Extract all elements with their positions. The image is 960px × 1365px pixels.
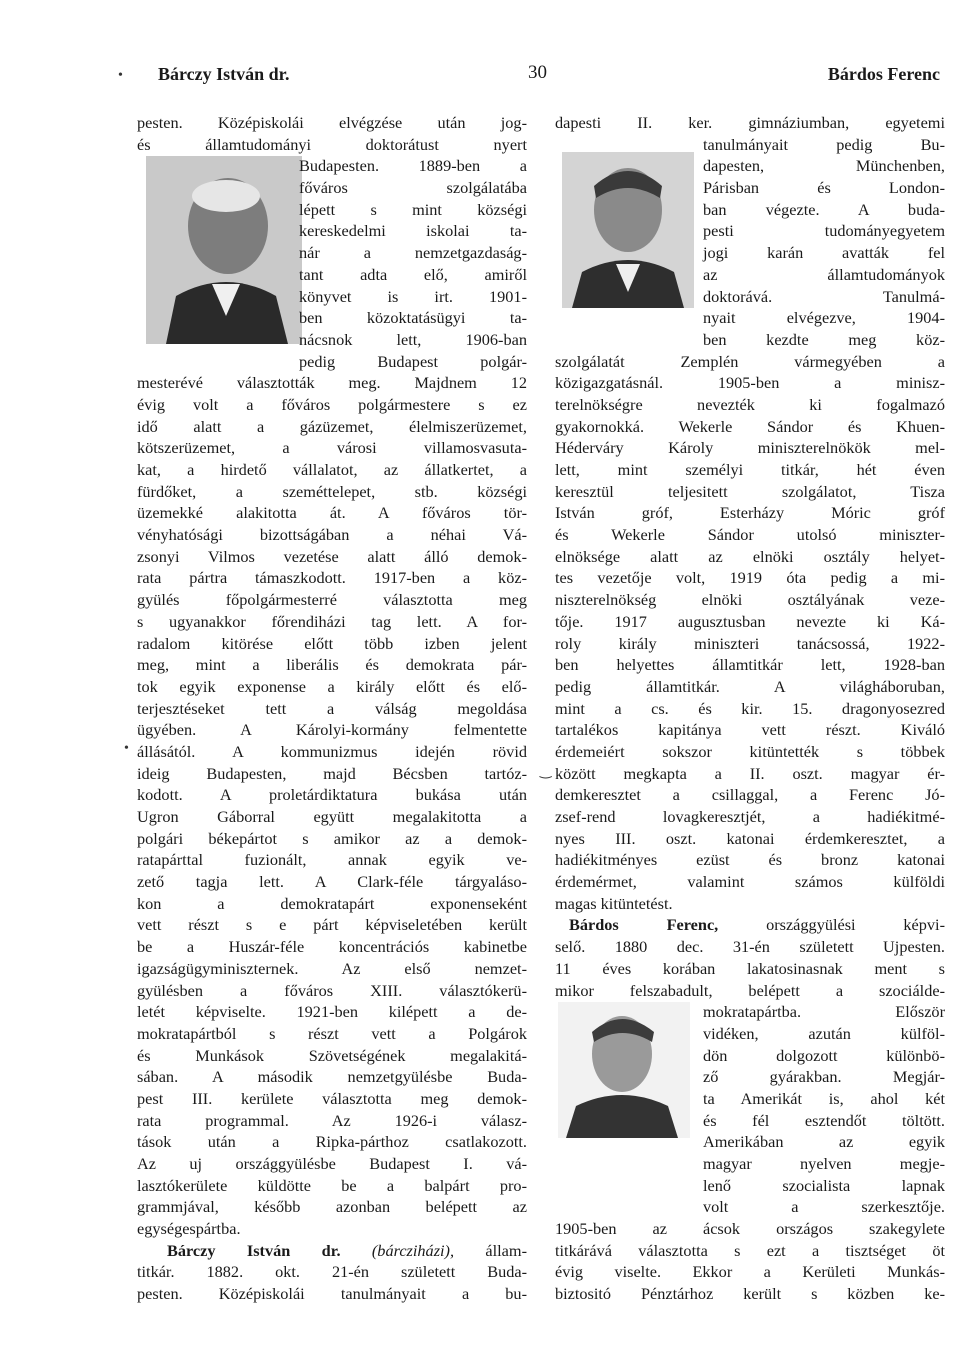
text-line: 11 éves korában lakatosinasnak ment s — [555, 958, 945, 978]
text-line: magas kitüntetést. — [555, 893, 673, 913]
text-line: be a Huszár-féle koncentrációs kabinetbe — [137, 937, 527, 957]
text-line: és államtudományi doktorátust nyert — [137, 134, 527, 154]
text-line: vényhatósági bizottságában a néhai Vá- — [137, 525, 527, 545]
text-line: dapesti II. ker. gimnáziumban, egyetemi — [555, 113, 945, 132]
entry-heading-bardos — [555, 914, 945, 936]
text-line: Budapesten. 1889-ben a — [299, 156, 527, 176]
text-line: pest III. kerülete választotta meg demok- — [137, 1088, 527, 1108]
text-line: ben helyettes államtitkár lett, 1928-ban — [555, 655, 945, 675]
entry-epithet: (bárcziházi), — [371, 1240, 455, 1260]
text-line: s ugyanakkor főrendiházi tag lett. A for- — [137, 611, 527, 631]
text-line: évig volt a főváros polgármestere s ez — [137, 394, 527, 414]
text-line: selő. 1880 dec. 31-én született Ujpesten. — [555, 937, 945, 957]
text-line: Héderváry Károly miniszterelnökök mel- — [555, 438, 945, 458]
text-line: gyülésben a főváros XIII. választókerü- — [137, 980, 527, 1000]
text-line: volt a szerkesztője. — [703, 1197, 945, 1217]
page-header — [0, 60, 960, 90]
text-column-left — [137, 112, 527, 1305]
text-line: igazságügyminiszternek. Az első nemzet- — [137, 958, 527, 978]
text-line: letét képviselte. 1921-ben kilépett a de- — [137, 1002, 527, 1022]
text-line: tője. 1917 augusztusban nevezte ki Ká- — [555, 611, 945, 631]
text-line: ügyében. A Károlyi-kormány felmentette — [137, 720, 527, 740]
text-line: magyar nyelven megje- — [703, 1154, 945, 1173]
margin-mark: • — [118, 68, 123, 83]
text-line: üzemekké alakitotta át. A főváros tör- — [137, 503, 527, 523]
text-line: szolgálatát Zemplén vármegyében a — [555, 351, 945, 371]
text-line: évig viselte. Ekkor a Kerületi Munkás- — [555, 1262, 945, 1282]
text-line: dapesten, Münchenben, — [703, 156, 945, 176]
text-line: titkárává választotta s ezt a tisztséget öt — [555, 1240, 945, 1260]
text-line: elnöksége alatt az elnöki osztály helyet- — [555, 546, 945, 566]
text-line: ző gyárakban. Megjár- — [703, 1067, 945, 1087]
text-line: egységespártba. — [137, 1219, 241, 1239]
text-line: főváros szolgálatába — [299, 178, 527, 198]
text-line: polgári békepártot s amikor az a demok- — [137, 828, 527, 848]
entry-text: országgyülési képvi- — [766, 915, 945, 935]
text-line: tartalékos kapitánya vett részt. Kiváló — [555, 720, 945, 740]
text-line: meg, mint a liberális és demokrata pár- — [137, 655, 527, 675]
text-line: hadiékitményes ezüst és bronz katonai — [555, 850, 945, 870]
margin-mark: ‿ — [540, 764, 552, 779]
text-line: Ugron Gáborral együtt megalakitotta a — [137, 807, 527, 826]
entry-name: Bárdos Ferenc, — [569, 915, 719, 935]
text-line: 1905-ben az ácsok országos szakegylete — [555, 1219, 945, 1239]
text-line: kereskedelmi iskolai ta- — [299, 221, 527, 241]
text-line: idő alatt a gázüzemet, élelmiszerüzemet, — [137, 416, 527, 436]
text-line: jogi karán avatták fel — [703, 243, 945, 263]
text-line: István gróf, Esterházy Móric gróf — [555, 503, 945, 523]
text-line: demkeresztet a csillaggal, a Ferenc Jó- — [555, 785, 945, 805]
text-line: mint a cs. és kir. 15. dragonyosezred — [555, 698, 945, 718]
text-line: fürdőket, a szeméttelepet, stb. községi — [137, 481, 527, 501]
text-line: Amerikában az egyik — [703, 1132, 945, 1152]
text-line: biztositó Pénztárhoz került s közben ke- — [555, 1284, 945, 1304]
text-column-right — [555, 112, 945, 1305]
running-head-right: Bárdos Ferenc — [827, 64, 940, 84]
text-line: doktorává. Tanulmá- — [703, 286, 945, 306]
text-line: sában. A második nemzetgyülésbe Buda- — [137, 1067, 527, 1087]
text-line: ben kezdte meg köz- — [703, 329, 945, 349]
text-line: és Munkások Szövetségének megalakitá- — [137, 1045, 527, 1065]
text-line: az államtudományok — [703, 264, 945, 284]
text-line: tok egyik exponense a király előtt és elő- — [137, 676, 527, 696]
text-line: kötszerüzemet, a városi villamosvasuta- — [137, 438, 527, 458]
text-line: kat, a hirdető vállalatot, az állatkertet, a — [137, 460, 527, 479]
text-line: zsef-rend lovagkeresztjét, a hadiékitmé- — [555, 807, 945, 826]
text-line: grammjával, később azonban belépett az — [137, 1197, 527, 1217]
text-line: könyvet is irt. 1901- — [299, 286, 527, 306]
text-line: ban végezte. A buda- — [703, 199, 945, 219]
text-line: érdemeiért sokszor kitüntették s többek — [555, 741, 945, 761]
running-head-left: Bárczy István dr. — [158, 64, 290, 84]
text-line: keresztül teljesitett szolgálatot, Tisza — [555, 481, 945, 501]
text-line: pesten. Középiskolái elvégzése után jog- — [137, 113, 527, 132]
text-line: Párisban és London- — [703, 178, 945, 198]
text-line: nyait elvégezve, 1904- — [703, 308, 945, 328]
text-line: rata pártra támaszkodott. 1917-ben a köz- — [137, 568, 527, 588]
text-line: tes vezetője volt, 1919 óta pedig a mi- — [555, 568, 945, 588]
text-line: terelnökségre nevezték ki fogalmazó — [555, 394, 945, 414]
text-line: tant adta elő, amiről — [299, 264, 527, 284]
text-line: ta Amerikát is, ahol két — [703, 1088, 945, 1108]
text-line: roly király miniszteri tanácsossá, 1922- — [555, 633, 945, 653]
text-line: nyes III. oszt. katonai érdemkeresztet, a — [555, 828, 945, 848]
text-line: lett, mint személyi titkár, hét éven — [555, 460, 945, 479]
text-line: ideig Budapesten, majd Bécsben tartóz- — [137, 763, 527, 783]
text-line: pedig államtitkár. A világháboruban, — [555, 676, 945, 696]
text-line: mesterévé választották meg. Majdnem 12 — [137, 373, 527, 393]
text-line: pesti tudományegyetem — [703, 221, 945, 241]
text-line: pesten. Középiskolái tanulmányait a bu- — [137, 1284, 527, 1304]
text-line: vett részt s e párt képviseletében került — [137, 915, 527, 935]
text-line: lenő szocialista lapnak — [703, 1175, 945, 1195]
text-line: vidéken, azután külföl- — [703, 1023, 945, 1043]
text-line: zsonyi Vilmos vezetése alatt álló demok- — [137, 546, 527, 566]
text-line: között megkapta a II. oszt. magyar ér- — [555, 763, 945, 783]
text-line: mikor felszabadult, belépett a szociálde- — [555, 980, 945, 1000]
text-line: állásától. A kommunizmus idején rövid — [137, 741, 527, 761]
text-line: kon a demokratapárt exponenseként — [137, 893, 527, 913]
text-line: és fél esztendőt töltött. — [703, 1110, 945, 1130]
text-line: rata programmal. Az 1926-i válasz- — [137, 1110, 527, 1130]
text-line: mokratapártból s részt vett a Polgárok — [137, 1023, 527, 1043]
margin-mark: • — [124, 741, 129, 756]
text-line: Az uj országgyülésbe Budapest I. vá- — [137, 1154, 527, 1173]
text-line: érdemérmet, valamint számos külföldi — [555, 872, 945, 892]
entry-heading-barczy — [137, 1240, 527, 1262]
text-line: és Wekerle Sándor utolsó miniszter- — [555, 525, 945, 545]
text-line: ben közoktatásügyi ta- — [299, 308, 527, 328]
text-line: niszterelnökség elnöki osztályának veze- — [555, 590, 945, 610]
text-line: mokratapártba. Először — [703, 1002, 945, 1022]
text-line: lasztókerülete küldötte be a balpárt pro- — [137, 1175, 527, 1195]
text-line: titkár. 1882. okt. 21-én született Buda- — [137, 1262, 527, 1282]
text-line: zető tagja lett. A Clark-féle tárgyaláso- — [137, 872, 527, 892]
text-line: tások után a Ripka-párthoz csatlakozott. — [137, 1132, 527, 1152]
entry-text: állam- — [485, 1240, 527, 1260]
entry-name: Bárczy István dr. — [167, 1240, 341, 1260]
text-line: nácsnok lett, 1906-ban — [299, 329, 527, 349]
text-line: nár a nemzetgazdaság- — [299, 243, 527, 263]
text-line: közigazgatásnál. 1905-ben a minisz- — [555, 373, 945, 393]
page-number: 30 — [528, 62, 547, 83]
text-line: gyülés főpolgármesterré választotta meg — [137, 590, 527, 610]
text-line: pedig Budapest polgár- — [299, 351, 527, 371]
text-line: tanulmányait pedig Bu- — [703, 134, 945, 154]
text-line: dön dolgozott különbö- — [703, 1045, 945, 1065]
text-line: kodott. A proletárdiktatura bukása után — [137, 785, 527, 805]
text-line: gyakornokká. Wekerle Sándor és Khuen- — [555, 416, 945, 436]
text-line: lépett s mint községi — [299, 199, 527, 219]
text-line: ratapárttal fuzionált, annak egyik ve- — [137, 850, 527, 870]
text-line: terjesztéseket tett a válság megoldása — [137, 698, 527, 718]
text-line: radalom kitörése előtt több izben jelent — [137, 633, 527, 653]
